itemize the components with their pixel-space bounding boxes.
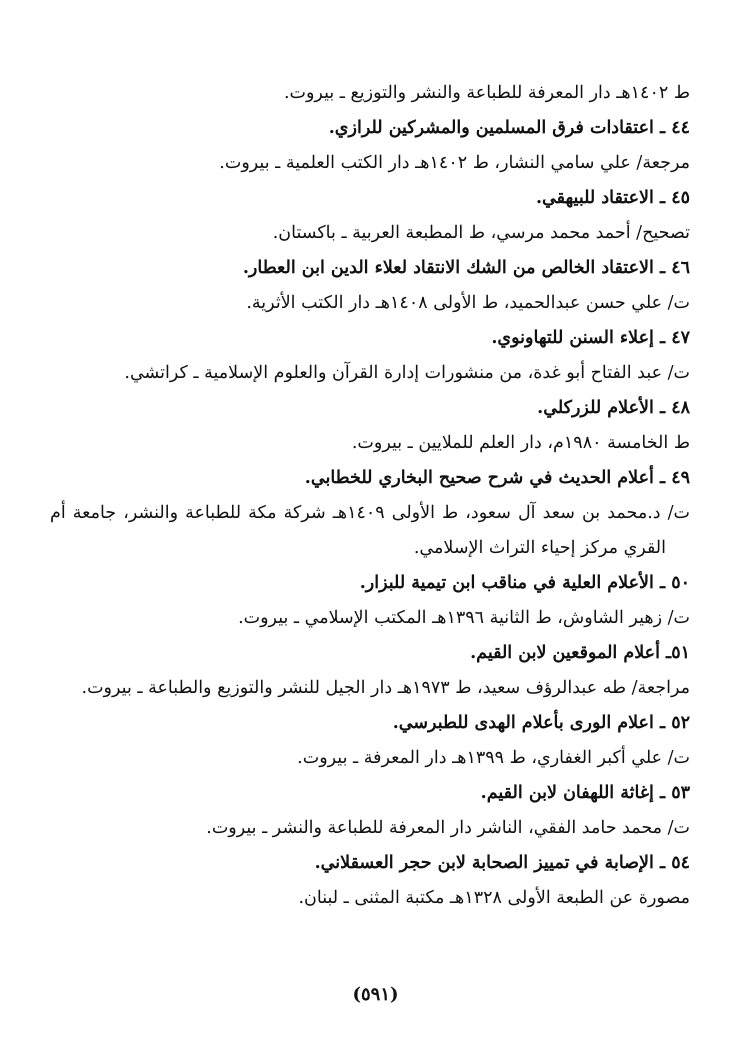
bibliography-line: ت/ علي حسن عبدالحميد، ط الأولى ١٤٠٨هـ دار الكتب الأثرية. — [246, 293, 690, 313]
bibliography-entry-title: ٥٣ ـ إغاثة اللهفان لابن القيم. — [480, 783, 690, 803]
bibliography-entry-title: ٤٤ ـ اعتقادات فرق المسلمين والمشركين للرازي. — [328, 118, 690, 138]
bibliography-entry-title: ٤٦ ـ الاعتقاد الخالص من الشك الانتقاد لعلاء الدين ابن العطار. — [242, 258, 690, 278]
bibliography-entry-title: ٥٤ ـ الإصابة في تمييز الصحابة لابن حجر العسقلاني. — [314, 853, 690, 873]
bibliography-line: ط الخامسة ١٩٨٠م، دار العلم للملايين ـ بيروت. — [351, 433, 690, 453]
bibliography-list — [50, 76, 690, 916]
bibliography-entry-title: ٤٥ ـ الاعتقاد للبيهقي. — [535, 188, 690, 208]
page-number: (٥٩١) — [352, 984, 399, 1005]
bibliography-entry-title: ٥٠ ـ الأعلام العلية في مناقب ابن تيمية للبزار. — [359, 573, 690, 593]
bibliography-line: ت/ محمد حامد الفقي، الناشر دار المعرفة للطباعة والنشر ـ بيروت. — [206, 818, 690, 838]
bibliography-line: مرجعة/ علي سامي النشار، ط ١٤٠٢هـ دار الكتب العلمية ـ بيروت. — [219, 153, 690, 173]
bibliography-line-continued: القري مركز إحياء التراث الإسلامي. — [413, 538, 666, 558]
bibliography-entry-title: ٥٢ ـ اعلام الورى بأعلام الهدى للطبرسي. — [392, 713, 690, 733]
bibliography-entry-title: ٥١ـ أعلام الموقعين لابن القيم. — [470, 643, 690, 663]
bibliography-entry-title: ٤٨ ـ الأعلام للزركلي. — [537, 398, 690, 418]
bibliography-line: ت/ د.محمد بن سعد آل سعود، ط الأولى ١٤٠٩هـ شركة مكة للطباعة والنشر، جامعة أم — [50, 503, 690, 523]
bibliography-line: تصحيح/ أحمد محمد مرسي، ط المطبعة العربية ـ باكستان. — [272, 223, 690, 243]
bibliography-line: ت/ عبد الفتاح أبو غدة، من منشورات إدارة القرآن والعلوم الإسلامية ـ كراتشي. — [124, 363, 690, 383]
bibliography-line: ت/ زهير الشاوش، ط الثانية ١٣٩٦هـ المكتب الإسلامي ـ بيروت. — [238, 608, 690, 628]
bibliography-line: ت/ علي أكبر الغفاري، ط ١٣٩٩هـ دار المعرفة ـ بيروت. — [297, 748, 690, 768]
bibliography-line: مراجعة/ طه عبدالرؤف سعيد، ط ١٩٧٣هـ دار الجيل للنشر والتوزيع والطباعة ـ بيروت. — [81, 678, 690, 698]
bibliography-entry-title: ٤٧ ـ إعلاء السنن للتهاونوي. — [491, 328, 690, 348]
bibliography-line: ط ١٤٠٢هـ دار المعرفة للطباعة والنشر والتوزيع ـ بيروت. — [283, 83, 690, 103]
bibliography-line: مصورة عن الطبعة الأولى ١٣٢٨هـ مكتبة المثنى ـ لبنان. — [298, 888, 690, 908]
bibliography-entry-title: ٤٩ ـ أعلام الحديث في شرح صحيح البخاري للخطابي. — [304, 468, 690, 488]
